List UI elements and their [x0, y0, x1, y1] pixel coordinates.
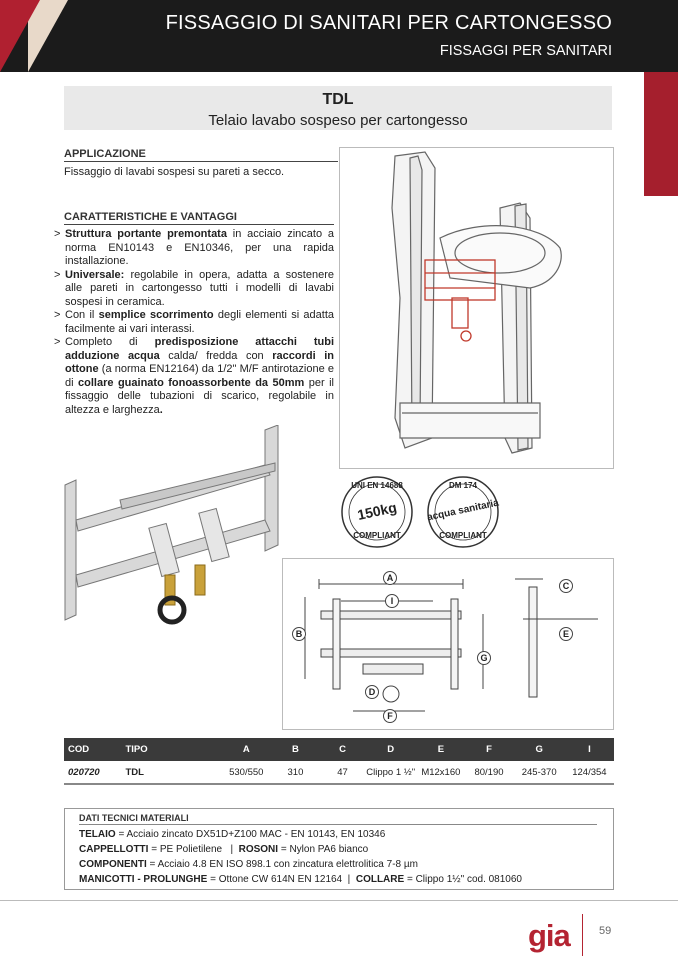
- feature-item: > Struttura portante premontata in acciaio zincato a norma EN10143 e EN10346, per una rapida installazione.: [54, 228, 334, 269]
- badge2-mid: acqua sanitaria: [426, 497, 500, 524]
- badge-dm174: [418, 475, 508, 550]
- technical-drawing: [282, 558, 614, 730]
- feature-item: > Con il semplice scorrimento degli elementi si adatta facilmente ai vari interassi.: [54, 309, 334, 336]
- dim-label-b: B: [292, 627, 306, 641]
- page-number: 59: [599, 925, 612, 937]
- col-f: F: [464, 738, 513, 761]
- feature-item: > Completo di predisposizione attacchi tubi adduzione acqua calda/ fredda con raccordi in ottone (a norma EN12164) da 1/2" M/F antirotazione e di collare guainato fonoassorbente da 50mm per il fissaggio delle tubazioni di scarico, regolabile in altezza e larghezza.: [54, 336, 334, 417]
- badge1-bot: COMPLIANT: [353, 531, 401, 540]
- product-photo: [60, 425, 290, 630]
- feature-item: > Universale: regolabile in opera, adatta a sostenere alle pareti in cartongesso tutti i modelli di lavabi sospesi in ceramica.: [54, 269, 334, 310]
- col-b: B: [270, 738, 321, 761]
- cell-a: 530/550: [223, 761, 270, 784]
- col-i: I: [565, 738, 614, 761]
- features-section: [54, 211, 334, 417]
- tech-data-box: [64, 808, 614, 890]
- dim-label-i: I: [385, 594, 399, 608]
- footer-separator: [582, 914, 583, 956]
- footer-divider: [0, 900, 678, 901]
- application-heading: APPLICAZIONE: [64, 148, 338, 162]
- cell-f: 80/190: [464, 761, 513, 784]
- cell-g: 245-370: [514, 761, 565, 784]
- tech-line-componenti: COMPONENTI = Acciaio 4.8 EN ISO 898.1 con zincatura elettrolitica 7-8 µm: [79, 859, 418, 870]
- dim-label-e: E: [559, 627, 573, 641]
- dim-label-a: A: [383, 571, 397, 585]
- features-heading: CARATTERISTICHE E VANTAGGI: [64, 211, 334, 225]
- dim-label-g: G: [477, 651, 491, 665]
- product-title-box: [64, 86, 612, 130]
- table-header-row: [64, 738, 614, 761]
- col-e: E: [417, 738, 464, 761]
- header-accent: [0, 0, 40, 72]
- col-d: D: [364, 738, 417, 761]
- cell-i: 124/354: [565, 761, 614, 784]
- section-tab: [644, 72, 678, 196]
- header-title: FISSAGGIO DI SANITARI PER CARTONGESSO: [165, 12, 612, 34]
- badge2-top: DM 174: [448, 481, 477, 490]
- cell-cod: 020720: [64, 761, 125, 784]
- badge1-mid: 150kg: [355, 499, 399, 523]
- cell-c: 47: [321, 761, 364, 784]
- tech-line-telaio: TELAIO = Acciaio zincato DX51D+Z100 MAC - EN 10143, EN 10346: [79, 829, 386, 840]
- header-subtitle: FISSAGGI PER SANITARI: [439, 43, 612, 59]
- page-header: [0, 0, 678, 72]
- table-row: [64, 761, 614, 784]
- product-subtitle: Telaio lavabo sospeso per cartongesso: [208, 112, 468, 129]
- badge1-top: UNI EN 14688: [351, 481, 403, 490]
- product-code-title: TDL: [322, 91, 354, 108]
- features-list: [54, 228, 334, 417]
- col-g: G: [514, 738, 565, 761]
- badge-uni-en: [332, 475, 422, 550]
- brand-logo: gia: [528, 918, 570, 953]
- col-tipo: TIPO: [125, 738, 222, 761]
- col-a: A: [223, 738, 270, 761]
- application-section: [64, 148, 338, 180]
- dim-label-f: F: [383, 709, 397, 723]
- application-text: Fissaggio di lavabi sospesi su pareti a secco.: [64, 166, 285, 178]
- cell-tipo: TDL: [125, 761, 222, 784]
- dim-label-c: C: [559, 579, 573, 593]
- cell-b: 310: [270, 761, 321, 784]
- cell-d: Clippo 1 ½": [364, 761, 417, 784]
- tech-heading: DATI TECNICI MATERIALI: [79, 813, 597, 825]
- badge2-bot: COMPLIANT: [439, 531, 487, 540]
- col-c: C: [321, 738, 364, 761]
- tech-line-cappellotti: CAPPELLOTTI = PE Polietilene | ROSONI = Nylon PA6 bianco: [79, 844, 369, 855]
- installation-illustration: [339, 147, 614, 469]
- product-table: [64, 738, 614, 785]
- col-cod: COD: [64, 738, 125, 761]
- dim-label-d: D: [365, 685, 379, 699]
- cell-e: M12x160: [417, 761, 464, 784]
- tech-line-manicotti: MANICOTTI - PROLUNGHE = Ottone CW 614N EN 12164 | COLLARE = Clippo 1½" cod. 081060: [79, 874, 522, 885]
